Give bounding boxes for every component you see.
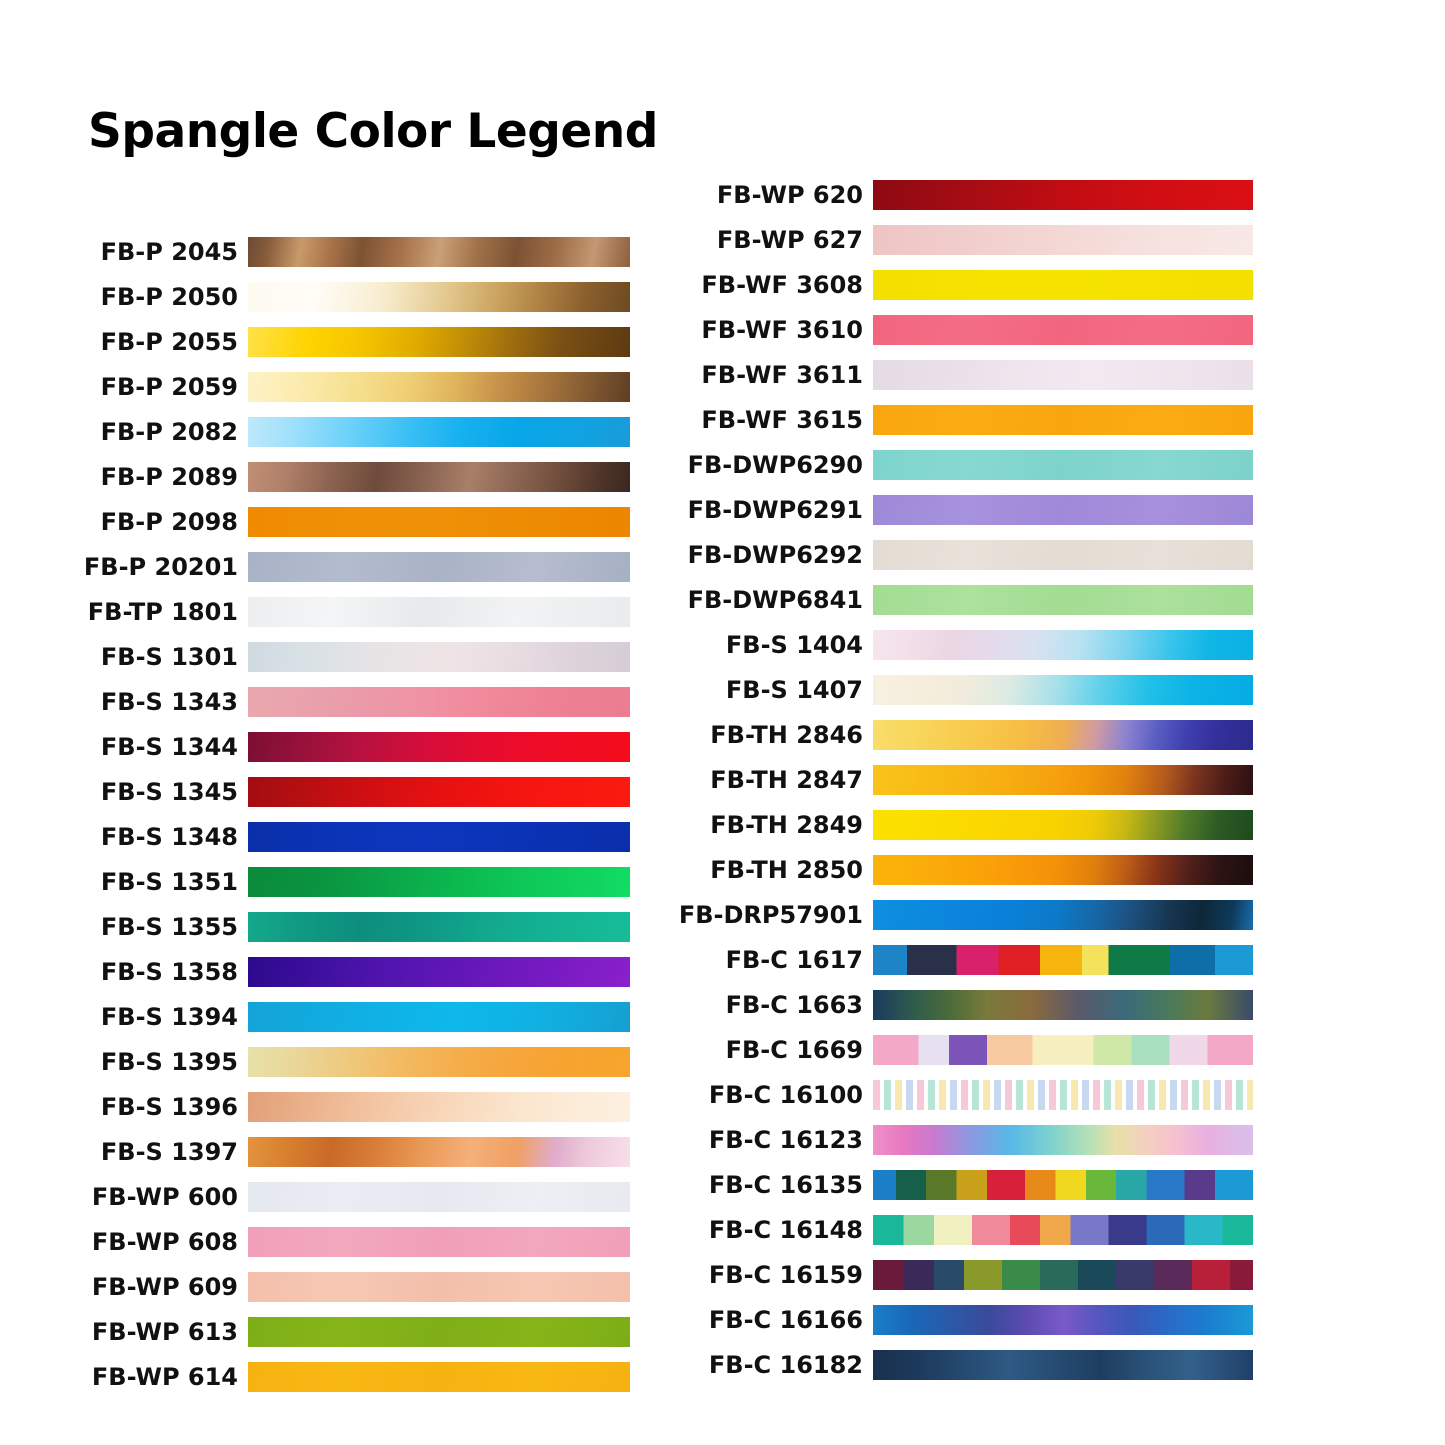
swatch-fill [248,867,630,897]
swatch-fill [873,1125,1253,1155]
swatch-fill [248,1182,630,1212]
color-code-label: FB-S 1345 [100,777,238,806]
color-code-label: FB-C 16148 [708,1215,863,1244]
color-code-label: FB-C 16166 [708,1305,863,1334]
color-code-label: FB-DWP6290 [687,450,863,479]
legend-row [620,757,1260,802]
color-code-label: FB-P 2059 [100,372,238,401]
legend-row [0,634,640,679]
color-code-label: FB-P 2055 [100,327,238,356]
swatch-fill [873,1080,1253,1110]
swatch-fill [873,990,1253,1020]
legend-row [0,364,640,409]
color-code-label: FB-S 1348 [100,822,238,851]
color-code-label: FB-TH 2850 [710,855,863,884]
color-code-label: FB-S 1395 [100,1047,238,1076]
legend-row [620,1162,1260,1207]
swatch-fill [248,912,630,942]
color-code-label: FB-DWP6292 [687,540,863,569]
color-swatch [248,912,630,942]
color-swatch [873,225,1253,255]
swatch-fill [248,777,630,807]
swatch-fill [873,225,1253,255]
color-code-label: FB-TH 2846 [710,720,863,749]
color-swatch [873,180,1253,210]
swatch-fill [248,687,630,717]
legend-row [620,397,1260,442]
swatch-fill [873,585,1253,615]
legend-row [0,724,640,769]
color-code-label: FB-S 1407 [725,675,863,704]
legend-row [0,1354,640,1399]
legend-row [0,859,640,904]
left-column [0,229,640,1399]
swatch-fill [873,405,1253,435]
legend-row [0,319,640,364]
page-title: Spangle Color Legend [88,104,658,159]
color-code-label: FB-S 1394 [100,1002,238,1031]
swatch-fill [873,630,1253,660]
color-swatch [248,462,630,492]
legend-row [0,409,640,454]
color-code-label: FB-P 2050 [100,282,238,311]
swatch-fill [248,507,630,537]
legend-row [0,994,640,1039]
color-code-label: FB-WP 609 [91,1272,238,1301]
color-swatch [248,687,630,717]
legend-row [620,172,1260,217]
swatch-fill [248,822,630,852]
color-swatch [873,900,1253,930]
legend-row [0,274,640,319]
color-swatch [248,867,630,897]
color-code-label: FB-DWP6291 [687,495,863,524]
color-swatch [248,237,630,267]
swatch-fill [248,372,630,402]
color-swatch [248,777,630,807]
color-swatch [248,552,630,582]
color-code-label: FB-WP 600 [91,1182,238,1211]
color-code-label: FB-S 1396 [100,1092,238,1121]
swatch-fill [873,1350,1253,1380]
swatch-fill [248,1362,630,1392]
legend-row [620,1297,1260,1342]
color-swatch [873,855,1253,885]
color-swatch [248,597,630,627]
color-swatch [248,732,630,762]
legend-row [620,667,1260,712]
color-code-label: FB-TP 1801 [87,597,238,626]
swatch-fill [248,597,630,627]
color-code-label: FB-P 20201 [83,552,238,581]
color-code-label: FB-WP 613 [91,1317,238,1346]
color-swatch [873,585,1253,615]
color-swatch [873,540,1253,570]
swatch-fill [873,1215,1253,1245]
swatch-fill [873,495,1253,525]
swatch-fill [248,1317,630,1347]
color-swatch [873,630,1253,660]
color-swatch [873,1215,1253,1245]
color-swatch [248,1047,630,1077]
legend-row [620,712,1260,757]
color-code-label: FB-C 1617 [725,945,863,974]
color-swatch [873,360,1253,390]
legend-row [620,532,1260,577]
color-code-label: FB-S 1344 [100,732,238,761]
legend-row [620,487,1260,532]
color-swatch [248,642,630,672]
color-swatch [873,720,1253,750]
swatch-fill [873,1305,1253,1335]
swatch-fill [873,765,1253,795]
color-code-label: FB-TH 2847 [710,765,863,794]
swatch-fill [248,282,630,312]
color-swatch [873,495,1253,525]
color-code-label: FB-S 1301 [100,642,238,671]
legend-row [620,442,1260,487]
swatch-fill [248,732,630,762]
color-code-label: FB-C 16135 [708,1170,863,1199]
swatch-fill [873,720,1253,750]
right-column [620,172,1260,1387]
color-swatch [248,417,630,447]
swatch-fill [248,1137,630,1167]
color-code-label: FB-P 2098 [100,507,238,536]
color-swatch [248,1137,630,1167]
color-swatch [248,1227,630,1257]
swatch-fill [873,900,1253,930]
color-swatch [248,372,630,402]
color-swatch [873,765,1253,795]
color-code-label: FB-DWP6841 [687,585,863,614]
color-code-label: FB-P 2045 [100,237,238,266]
swatch-fill [248,642,630,672]
color-swatch [873,1035,1253,1065]
legend-row [0,499,640,544]
legend-row [620,352,1260,397]
legend-row [620,982,1260,1027]
swatch-fill [873,855,1253,885]
swatch-fill [873,450,1253,480]
legend-row [0,1129,640,1174]
color-swatch [873,315,1253,345]
legend-row [0,949,640,994]
legend-row [620,622,1260,667]
color-code-label: FB-WP 614 [91,1362,238,1391]
color-code-label: FB-S 1358 [100,957,238,986]
legend-row [0,1309,640,1354]
legend-row [620,1207,1260,1252]
color-swatch [873,270,1253,300]
legend-row [620,577,1260,622]
swatch-fill [248,1002,630,1032]
legend-row [620,892,1260,937]
legend-row [620,1072,1260,1117]
color-code-label: FB-DRP57901 [678,900,863,929]
color-swatch [248,1362,630,1392]
color-code-label: FB-WP 608 [91,1227,238,1256]
legend-row [620,262,1260,307]
swatch-fill [873,180,1253,210]
legend-row [620,1027,1260,1072]
swatch-fill [248,957,630,987]
color-swatch [248,1002,630,1032]
color-swatch [248,282,630,312]
swatch-fill [873,1035,1253,1065]
legend-row [0,589,640,634]
legend-row [620,1117,1260,1162]
color-swatch [873,810,1253,840]
legend-row [0,1264,640,1309]
legend-row [620,1342,1260,1387]
color-swatch [873,1305,1253,1335]
color-code-label: FB-S 1351 [100,867,238,896]
legend-row [0,1219,640,1264]
color-swatch [248,1272,630,1302]
color-swatch [873,990,1253,1020]
swatch-fill [248,1092,630,1122]
legend-row [0,814,640,859]
color-code-label: FB-TH 2849 [710,810,863,839]
swatch-fill [248,1047,630,1077]
swatch-fill [248,1227,630,1257]
legend-row [620,307,1260,352]
color-swatch [873,1170,1253,1200]
legend-row [620,1252,1260,1297]
legend-row [620,217,1260,262]
color-code-label: FB-WF 3615 [701,405,863,434]
color-swatch [248,327,630,357]
swatch-fill [248,237,630,267]
color-code-label: FB-S 1343 [100,687,238,716]
color-swatch [873,1125,1253,1155]
color-code-label: FB-WP 627 [716,225,863,254]
legend-row [0,1174,640,1219]
swatch-fill [248,462,630,492]
swatch-fill [248,1272,630,1302]
color-code-label: FB-C 16182 [708,1350,863,1379]
color-code-label: FB-C 1663 [725,990,863,1019]
swatch-fill [873,810,1253,840]
legend-row [0,454,640,499]
color-swatch [873,1350,1253,1380]
color-swatch [248,957,630,987]
swatch-fill [248,417,630,447]
legend-row [620,847,1260,892]
color-swatch [873,450,1253,480]
color-swatch [248,822,630,852]
color-code-label: FB-WF 3610 [701,315,863,344]
color-swatch [873,945,1253,975]
color-code-label: FB-C 16123 [708,1125,863,1154]
legend-row [0,229,640,274]
swatch-fill [873,360,1253,390]
swatch-fill [873,945,1253,975]
legend-row [0,1039,640,1084]
swatch-fill [248,327,630,357]
legend-row [0,769,640,814]
color-code-label: FB-S 1404 [725,630,863,659]
swatch-fill [873,1170,1253,1200]
color-code-label: FB-WF 3611 [701,360,863,389]
swatch-fill [873,270,1253,300]
legend-row [0,679,640,724]
color-code-label: FB-WP 620 [716,180,863,209]
color-code-label: FB-P 2089 [100,462,238,491]
swatch-fill [248,552,630,582]
color-swatch [873,675,1253,705]
color-code-label: FB-S 1355 [100,912,238,941]
color-swatch [873,405,1253,435]
swatch-fill [873,675,1253,705]
swatch-fill [873,540,1253,570]
legend-row [0,1084,640,1129]
legend-row [0,904,640,949]
legend-row [620,802,1260,847]
swatch-fill [873,1260,1253,1290]
color-swatch [248,1182,630,1212]
color-code-label: FB-WF 3608 [701,270,863,299]
color-swatch [873,1080,1253,1110]
color-swatch [248,507,630,537]
legend-row [620,937,1260,982]
color-code-label: FB-S 1397 [100,1137,238,1166]
color-swatch [248,1317,630,1347]
color-swatch [873,1260,1253,1290]
color-code-label: FB-C 1669 [725,1035,863,1064]
legend-row [0,544,640,589]
color-code-label: FB-C 16100 [708,1080,863,1109]
color-code-label: FB-P 2082 [100,417,238,446]
color-code-label: FB-C 16159 [708,1260,863,1289]
color-swatch [248,1092,630,1122]
swatch-fill [873,315,1253,345]
